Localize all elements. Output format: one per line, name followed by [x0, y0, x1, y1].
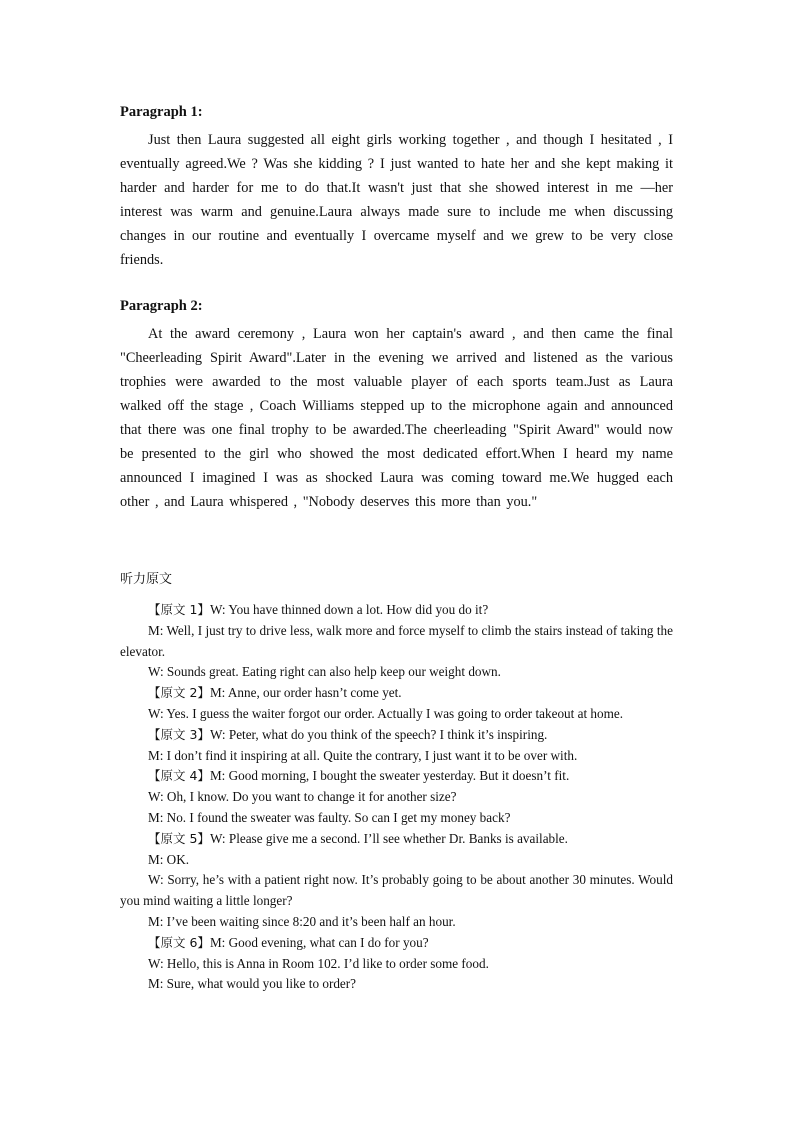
transcript-line: [120, 850, 673, 871]
transcript-text: W: Sounds great. Eating right can also help keep our weight down.: [148, 664, 501, 680]
transcript-text: M: I don’t find it inspiring at all. Quite the contrary, I just want it to be over with.: [148, 747, 578, 763]
transcript-line: [120, 954, 673, 975]
listening-section-title: 听力原文: [120, 572, 173, 587]
document-page: [120, 100, 673, 995]
transcript-line: [120, 621, 673, 663]
transcript-text: M: Good morning, I bought the sweater yesterday. But it doesn’t fit.: [209, 768, 570, 784]
transcript-line: [120, 683, 673, 704]
transcript-line: [120, 600, 673, 621]
transcript-text: W: You have thinned down a lot. How did you do it?: [209, 602, 489, 617]
transcript-line: [120, 974, 673, 995]
transcript-text: M: I’ve been waiting since 8:20 and it’s been half an hour.: [148, 913, 456, 929]
transcript-line: [120, 808, 673, 829]
transcript-text: M: No. I found the sweater was faulty. So can I get my money back?: [148, 809, 511, 825]
transcript-line: [120, 725, 673, 746]
transcript-tag: 【原文 3】: [148, 726, 210, 742]
transcript-line: [120, 746, 673, 767]
transcript-tag: 【原文 4】: [148, 768, 210, 784]
transcript-tag: 【原文 5】: [148, 830, 210, 846]
transcript-text: W: Oh, I know. Do you want to change it for another size?: [148, 789, 457, 805]
paragraph-2-heading: Paragraph 2:: [120, 298, 203, 314]
paragraph-2-text: At the award ceremony , Laura won her captain's award , and then came the final "Cheerleading Spirit Award".Later in the evening we arrived and listened as the various trophies were awarded to the most valuable player of each sports team.Just as Laura walked off the stage , Coach Williams stepped up to the microphone again and announced that there was one final trophy to be awarded.The cheerleading "Spirit Award" would now be presented to the girl who showed the most dedicated effort.When I heard my name announced I imagined I was as shocked Laura was coming toward me.We hugged each other , and Laura whispered , "Nobody deserves this more than you.": [120, 326, 673, 510]
transcript-text: M: Sure, what would you like to order?: [148, 976, 357, 992]
listening-transcript: [120, 600, 673, 995]
transcript-text: W: Please give me a second. I’ll see whether Dr. Banks is available.: [209, 830, 568, 846]
transcript-tag: 【原文 6】: [148, 934, 210, 950]
transcript-line: [120, 704, 673, 725]
transcript-line: [120, 912, 673, 933]
paragraph-2-section: [120, 294, 673, 514]
transcript-text: W: Sorry, he’s with a patient right now. It’s probably going to be about another 30 minutes. Would you mind waiting a little longer?: [120, 872, 673, 909]
transcript-line: [120, 933, 673, 954]
transcript-line: [120, 829, 673, 850]
transcript-tag: 【原文 2】: [148, 685, 210, 701]
transcript-text: M: Anne, our order hasn’t come yet.: [209, 685, 402, 701]
transcript-text: W: Peter, what do you think of the speech? I think it’s inspiring.: [209, 726, 548, 742]
transcript-line: [120, 787, 673, 808]
transcript-line: [120, 870, 673, 912]
transcript-text: M: OK.: [148, 851, 190, 867]
transcript-text: W: Hello, this is Anna in Room 102. I’d like to order some food.: [148, 955, 489, 971]
paragraph-1-section: [120, 100, 673, 272]
transcript-text: W: Yes. I guess the waiter forgot our order. Actually I was going to order takeout at home.: [148, 705, 624, 721]
paragraph-1-text: Just then Laura suggested all eight girls working together , and though I hesitated , I eventually agreed.We ? Was she kidding ? I just wanted to hate her and she kept making it harder and harder for me to do that.It wasn't just that she showed interest in me —her interest was warm and genuine.Laura always made sure to include me when discussing changes in our routine and eventually I overcame myself and we grew to be very close friends.: [120, 132, 673, 268]
transcript-text: M: Good evening, what can I do for you?: [209, 934, 429, 950]
transcript-line: [120, 766, 673, 787]
paragraph-1-heading: Paragraph 1:: [120, 104, 203, 120]
transcript-text: M: Well, I just try to drive less, walk more and force myself to climb the stairs instead of taking the elevator.: [120, 622, 673, 659]
transcript-tag: 【原文 1】: [148, 602, 210, 617]
transcript-line: [120, 662, 673, 683]
